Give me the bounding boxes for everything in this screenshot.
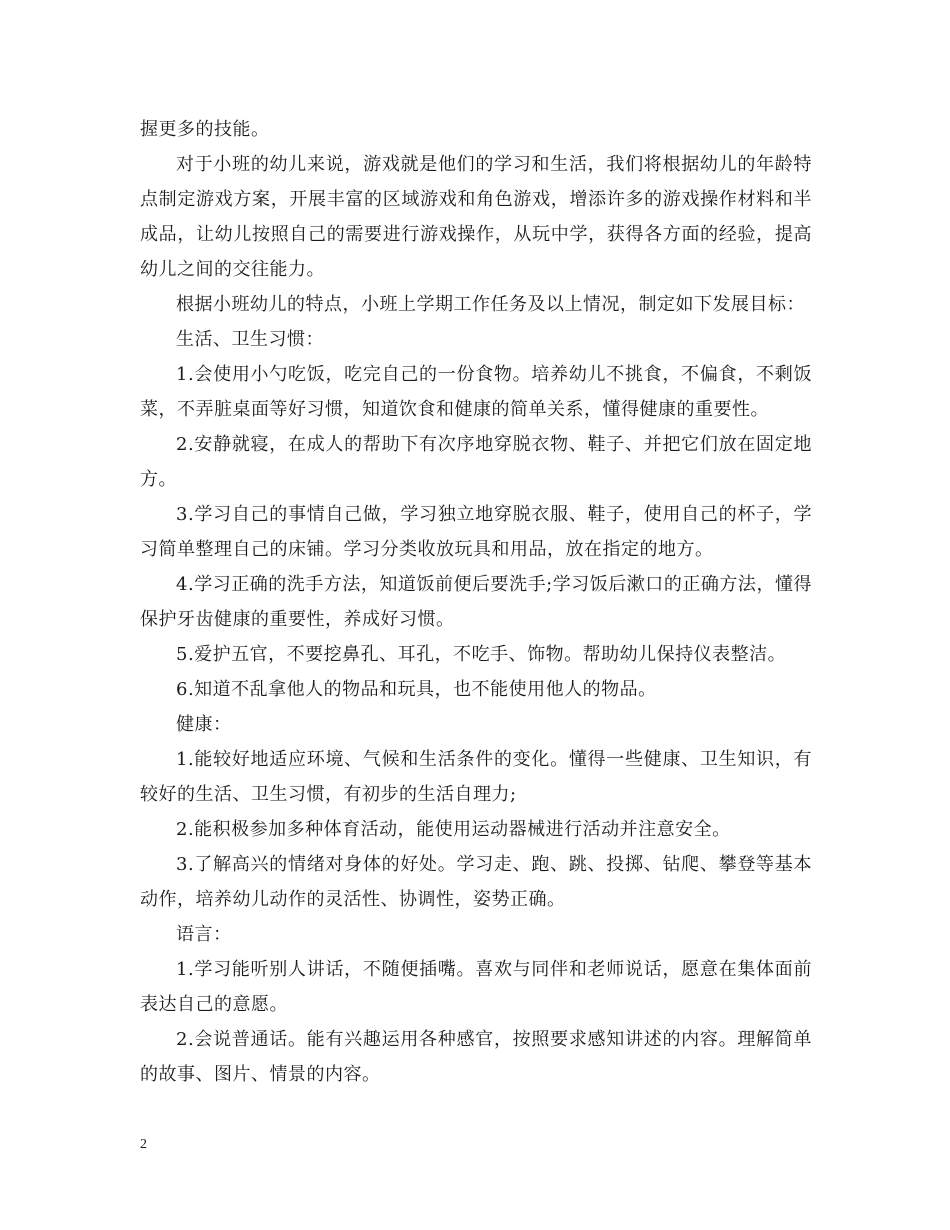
list-item: 6.知道不乱拿他人的物品和玩具，也不能使用他人的物品。 — [176, 679, 657, 700]
list-item: 2.会说普通话。能有兴趣运用各种感官，按照要求感知讲述的内容。理解简单的故事、图片、情景的内容。 — [140, 1029, 812, 1085]
list-item: 5.爱护五官，不要挖鼻孔、耳孔，不吃手、饰物。帮助幼儿保持仪表整洁。 — [176, 644, 787, 665]
list-item: 3.学习自己的事情自己做，学习独立地穿脱衣服、鞋子，使用自己的杯子，学习简单整理自己的床铺。学习分类收放玩具和用品，放在指定的地方。 — [140, 504, 812, 560]
list-item: 1.学习能听别人讲话，不随便插嘴。喜欢与同伴和老师说话，愿意在集体面前表达自己的意愿。 — [140, 959, 812, 1015]
paragraph: 对于小班的幼儿来说，游戏就是他们的学习和生活，我们将根据幼儿的年龄特点制定游戏方案，开展丰富的区域游戏和角色游戏，增添许多的游戏操作材料和半成品，让幼儿按照自己的需要进行游戏操作，从玩中学，获得各方面的经验，提高幼儿之间的交往能力。 — [140, 154, 812, 280]
list-item: 1.会使用小勺吃饭，吃完自己的一份食物。培养幼儿不挑食，不偏食，不剩饭菜，不弄脏桌面等好习惯，知道饮食和健康的简单关系，懂得健康的重要性。 — [140, 364, 812, 420]
page-number: 2 — [140, 1137, 147, 1152]
list-item: 4.学习正确的洗手方法，知道饭前便后要洗手;学习饭后漱口的正确方法，懂得保护牙齿健康的重要性，养成好习惯。 — [140, 574, 812, 630]
paragraph: 握更多的技能。 — [140, 119, 270, 140]
paragraph: 根据小班幼儿的特点，小班上学期工作任务及以上情况，制定如下发展目标： — [176, 294, 805, 315]
section-heading-life-habits: 生活、卫生习惯： — [176, 329, 324, 350]
section-heading-health: 健康： — [176, 714, 232, 735]
list-item: 2.能积极参加多种体育活动，能使用运动器械进行活动并注意安全。 — [176, 819, 731, 840]
list-item: 2.安静就寝，在成人的帮助下有次序地穿脱衣物、鞋子、并把它们放在固定地方。 — [140, 434, 812, 490]
document-body — [140, 112, 812, 1092]
section-heading-language: 语言： — [176, 924, 232, 945]
list-item: 1.能较好地适应环境、气候和生活条件的变化。懂得一些健康、卫生知识，有较好的生活、卫生习惯，有初步的生活自理力; — [140, 749, 812, 805]
list-item: 3.了解高兴的情绪对身体的好处。学习走、跑、跳、投掷、钻爬、攀登等基本动作，培养幼儿动作的灵活性、协调性，姿势正确。 — [140, 854, 812, 910]
